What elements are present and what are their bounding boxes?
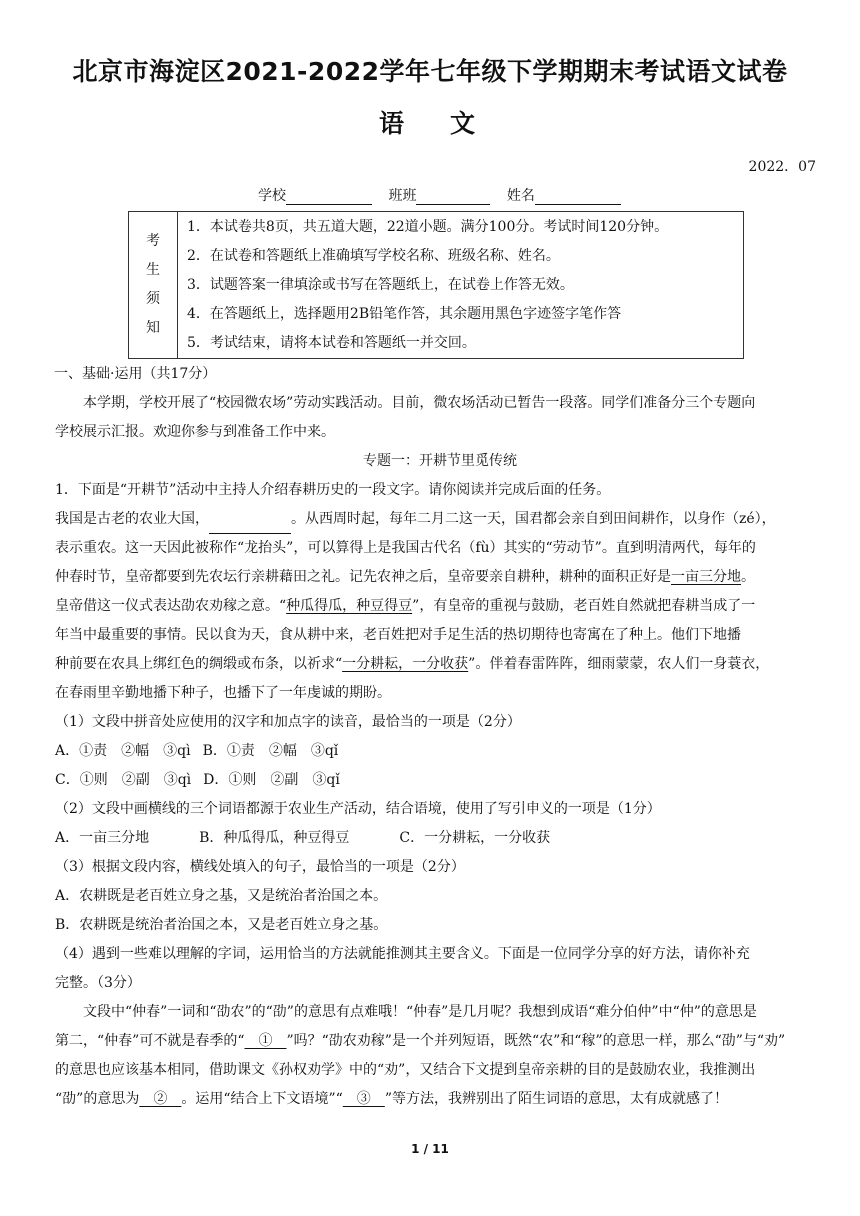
intro-line: 学校展示汇报。欢迎你参与到准备工作中来。	[55, 424, 335, 440]
share-line	[55, 1085, 825, 1114]
passage-text: 。	[741, 569, 755, 585]
share-text: “劭”的意思为	[55, 1091, 140, 1107]
option-row	[55, 766, 825, 795]
name-blank	[535, 190, 621, 205]
option-b: B．①责 ②幅 ③qǐ	[202, 743, 339, 759]
page-number: 1 / 11	[411, 1142, 449, 1156]
fill-blank	[209, 519, 291, 534]
option-c: C．①则 ②副 ③qì	[55, 772, 192, 788]
passage-text: 皇帝借这一仪式表达劭农劝稼之意。“	[55, 598, 287, 614]
passage-line	[55, 650, 825, 679]
share-line: 文段中“仲春”一词和“劭农”的“劭”的意思有点难哦！“仲春”是几月呢？我想到成语“难分伯仲”中“仲”的意思是	[83, 1004, 757, 1020]
notice-item: 5．考试结束，请将本试卷和答题纸一并交回。	[187, 335, 476, 351]
sub-question: （4）遇到一些难以理解的字词，运用恰当的方法就能推测其主要含义。下面是一位同学分享的好方法，请你补充	[55, 946, 750, 962]
option-row	[55, 737, 825, 766]
passage-line: 年当中最重要的事情。民以食为天，食从耕中来，老百姓把对手足生活的热切期待也寄寓在了种上。他们下地播	[55, 627, 741, 643]
exam-content	[55, 360, 825, 1114]
option-a: A．一亩三分地	[55, 830, 150, 846]
option-row	[55, 824, 825, 853]
notice-heading	[129, 212, 178, 358]
exam-date: 2022．07	[748, 159, 816, 175]
exam-title: 北京市海淀区2021-2022学年七年级下学期期末考试语文试卷	[72, 57, 788, 86]
passage-text: 种前要在农具上绑红色的绸缎或布条，以祈求“	[55, 656, 343, 672]
notice-head-char: 知	[146, 320, 160, 336]
notice-item: 4．在答题纸上，选择题用2B铅笔作答，其余题用黑色字迹签字笔作答	[187, 306, 622, 322]
class-label: 班班	[388, 188, 417, 204]
share-text: ”等方法，我辨别出了陌生词语的意思，太有成就感了！	[384, 1091, 728, 1107]
passage-text: ”，有皇帝的重视与鼓励，老百姓自然就把春耕当成了一	[412, 598, 756, 614]
notice-head-char: 须	[146, 291, 160, 307]
notice-item: 2．在试卷和答题纸上准确填写学校名称、班级名称、姓名。	[187, 248, 560, 264]
exam-notice-box	[128, 211, 744, 359]
passage-text: 仲春时节，皇帝都要到先农坛行亲耕藉田之礼。记先农神之后，皇帝要亲自耕种，耕种的面积正好是	[55, 569, 671, 585]
option-b: B．农耕既是统治者治国之本，又是老百姓立身之基。	[55, 917, 388, 933]
intro-line: 本学期，学校开展了“校园微农场”劳动实践活动。目前，微农场活动已暂告一段落。同学们准备分三个专题向	[83, 395, 756, 411]
notice-head-char: 生	[146, 262, 160, 278]
option-c: C．一分耕耘，一分收获	[399, 830, 551, 846]
underlined-phrase: 一分耕耘，一分收获	[342, 656, 469, 672]
share-line	[55, 1027, 825, 1056]
notice-item: 1．本试卷共8页，共五道大题，22道小题。满分100分。考试时间120分钟。	[187, 219, 669, 235]
school-blank	[286, 190, 372, 205]
passage-line: 表示重农。这一天因此被称作“龙抬头”，可以算得上是我国古代名（fù）其实的“劳动节”。直到明清两代，每年的	[55, 540, 756, 556]
underlined-phrase: 一亩三分地	[671, 569, 741, 585]
student-info-line	[258, 185, 633, 205]
option-a: A．农耕既是老百姓立身之基，又是统治者治国之本。	[55, 888, 388, 904]
share-text: ”吗？“劭农劝稼”是一个并列短语，既然“农”和“稼”的意思一样，那么“劭”与“劝”	[286, 1033, 786, 1049]
option-b: B．种瓜得瓜，种豆得豆	[199, 830, 350, 846]
share-text: 。运用“结合上下文语境”“	[181, 1091, 343, 1107]
answer-blank: ①	[244, 1033, 287, 1049]
passage-line: 在春雨里辛勤地播下种子，也播下了一年虔诚的期盼。	[55, 685, 391, 701]
sub-question: （1）文段中拼音处应使用的汉字和加点字的读音，最恰当的一项是（2分）	[55, 714, 521, 730]
sub-question: （3）根据文段内容，横线处填入的句子，最恰当的一项是（2分）	[55, 859, 465, 875]
class-blank	[416, 190, 490, 205]
notice-head-char: 考	[146, 233, 160, 249]
topic-heading: 专题一：开耕节里觅传统	[363, 453, 517, 469]
passage-line	[55, 505, 825, 534]
underlined-phrase: 种瓜得瓜，种豆得豆	[286, 598, 413, 614]
notice-item: 3．试题答案一律填涂或书写在答题纸上，在试卷上作答无效。	[187, 277, 574, 293]
passage-text: ”。伴着春雷阵阵，细雨蒙蒙，农人们一身蓑衣，	[468, 656, 770, 672]
share-text: 第二，“仲春”可不就是春季的“	[55, 1033, 245, 1049]
passage-text: 我国是古老的农业大国，	[55, 511, 209, 527]
share-line: 的意思也应该基本相同，借助课文《孙权劝学》中的“劝”，又结合下文提到皇帝亲耕的目的是鼓励农业，我推测出	[55, 1062, 756, 1078]
passage-line	[55, 563, 825, 592]
answer-blank: ②	[139, 1091, 182, 1107]
option-d: D．①则 ②副 ③qǐ	[203, 772, 340, 788]
sub-question: （2）文段中画横线的三个词语都源于农业生产活动，结合语境，使用了写引申义的一项是（1分）	[55, 801, 661, 817]
answer-blank: ③	[342, 1091, 385, 1107]
passage-line	[55, 592, 825, 621]
question-1: 1．下面是“开耕节”活动中主持人介绍春耕历史的一段文字。请你阅读并完成后面的任务。	[55, 482, 611, 498]
school-label: 学校	[258, 188, 286, 204]
option-a: A．①责 ②幅 ③qì	[55, 743, 191, 759]
notice-list	[178, 212, 743, 358]
sub-question: 完整。（3分）	[55, 975, 141, 991]
passage-text: 。从西周时起，每年二月二这一天，国君都会亲自到田间耕作，以身作（zé），	[291, 511, 776, 527]
section-heading: 一、基础·运用（共17分）	[54, 366, 217, 382]
subject-heading: 语文	[378, 109, 521, 138]
name-label: 姓名	[506, 188, 535, 204]
